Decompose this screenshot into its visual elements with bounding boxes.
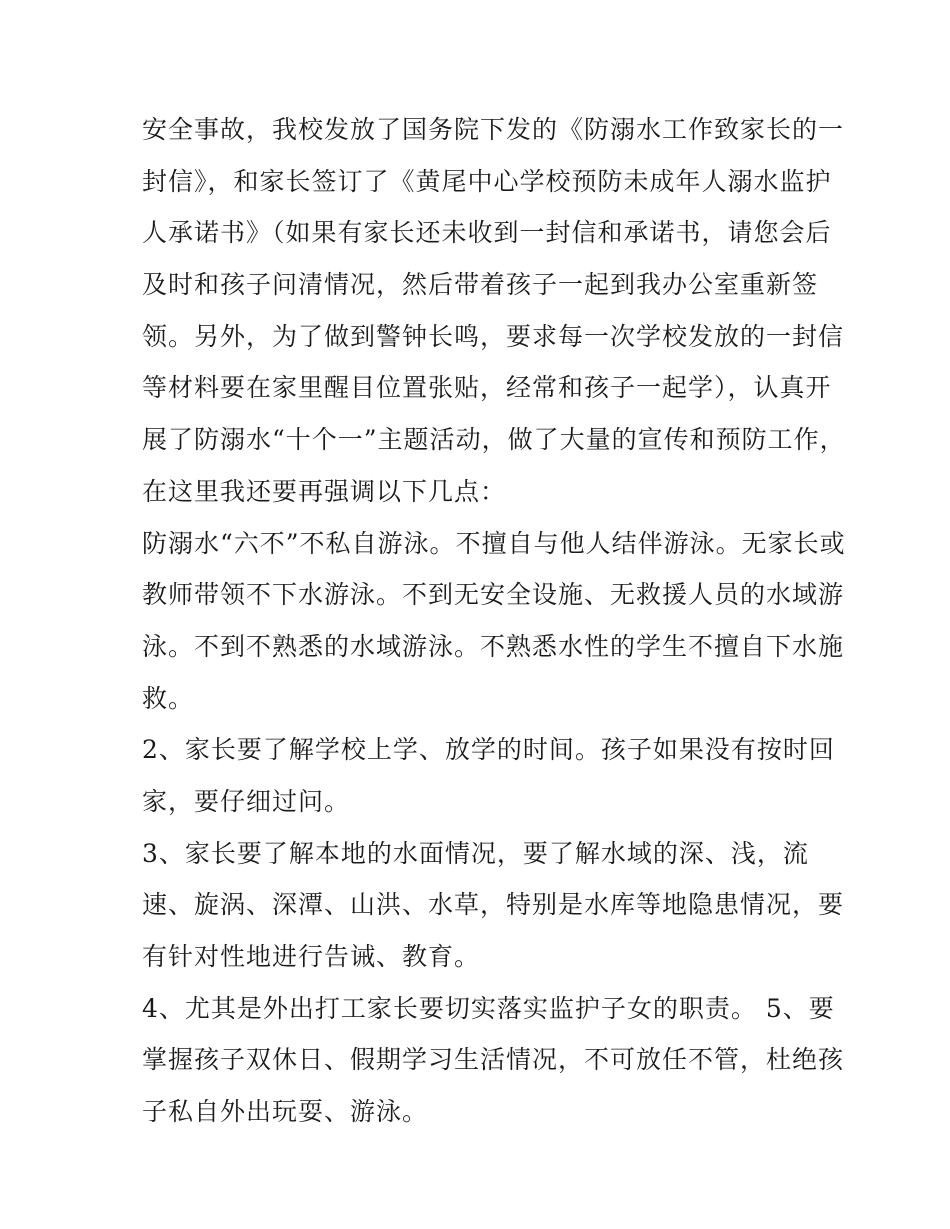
text-line: 在这里我还要再强调以下几点： — [142, 476, 507, 506]
text-line: 展了防溺水“十个一”主题活动，做了大量的宣传和预防工作， — [142, 425, 846, 455]
text-line: 子私自外出玩耍、游泳。 — [142, 1097, 429, 1127]
text-line: 3、家长要了解本地的水面情况，要了解水域的深、浅，流 — [142, 838, 809, 868]
text-line: 安全事故，我校发放了国务院下发的《防溺水工作致家长的一 — [142, 115, 845, 144]
text-line: 防溺水“六不”不私自游泳。不擅自与他人结伴游泳。无家长或 — [142, 528, 846, 558]
text-line: 及时和孩子问清情况，然后带着孩子一起到我办公室重新签 — [142, 270, 819, 300]
text-line: 有针对性地进行告诫、教育。 — [142, 942, 481, 971]
body-text — [142, 104, 846, 1138]
text-line: 封信》，和家长签订了《黄尾中心学校预防未成年人溺水监护 — [142, 166, 832, 196]
text-line: 等材料要在家里醒目位置张贴，经常和孩子一起学），认真开 — [142, 373, 832, 403]
text-line: 泳。不到不熟悉的水域游泳。不熟悉水性的学生不擅自下水施 — [142, 631, 845, 661]
text-line: 家，要仔细过问。 — [142, 786, 351, 816]
text-line: 人承诺书》（如果有家长还未收到一封信和承诺书，请您会后 — [142, 218, 832, 248]
text-line: 教师带领不下水游泳。不到无安全设施、无救援人员的水域游 — [142, 580, 845, 610]
text-line: 救。 — [142, 683, 195, 713]
text-line: 速、旋涡、深潭、山洪、水草，特别是水库等地隐患情况，要 — [142, 890, 845, 920]
text-line: 掌握孩子双休日、假期学习生活情况，不可放任不管，杜绝孩 — [142, 1045, 845, 1075]
text-line: 2、家长要了解学校上学、放学的时间。孩子如果没有按时回 — [142, 735, 835, 765]
text-line: 领。另外，为了做到警钟长鸣，要求每一次学校发放的一封信 — [142, 321, 845, 351]
text-line: 4、尤其是外出打工家长要切实落实监护子女的职责。 5、要 — [142, 993, 835, 1023]
